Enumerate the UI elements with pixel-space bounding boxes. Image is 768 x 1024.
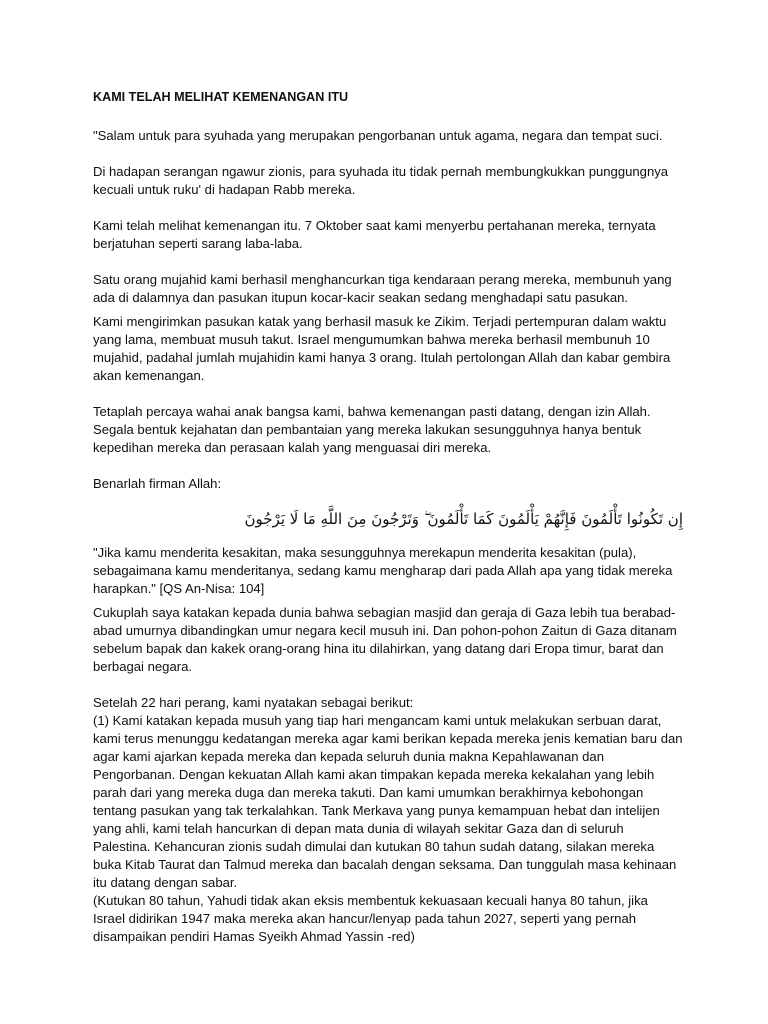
document-body xyxy=(93,88,683,946)
paragraph-point-one: (1) Kami katakan kepada musuh yang tiap hari mengancam kami untuk melakukan serbuan darat, kami terus menunggu kedatangan mereka agar kami berikan kepada mereka jenis kematian baru dan agar kami ajarkan kepada mereka dan kepada seluruh dunia makna Kepahlawanan dan Pengorbanan. Dengan kekuatan Allah kami akan timpakan kepada mereka kekalahan yang lebih parah dari yang mereka duga dan mereka takuti. Dan kami umumkan berakhirnya kebohongan tentang pasukan yang tak terkalahkan. Tank Merkava yang punya kemampuan hebat dan intelijen yang ahli, kami telah hancurkan di depan mata dunia di wilayah sekitar Gaza dan di seluruh Palestina. Kehancuran zionis sudah dimulai dan kutukan 80 tahun sudah datang, silakan mereka buka Kitab Taurat dan Talmud mereka dan bacalah dengan seksama. Dan tunggulah masa kehinaan itu datang dengan sabar. xyxy=(93,713,683,890)
document-title: KAMI TELAH MELIHAT KEMENANGAN ITU xyxy=(93,90,349,104)
paragraph-zikim: Kami mengirimkan pasukan katak yang berhasil masuk ke Zikim. Terjadi pertempuran dalam waktu yang lama, membuat musuh takut. Israel mengumumkan bahwa mereka berhasil membunuh 10 mujahid, padahal jumlah mujahidin kami hanya 3 orang. Itulah pertolongan Allah dan kabar gembira akan kemenangan. xyxy=(93,314,671,383)
paragraph-syuhada: Di hadapan serangan ngawur zionis, para syuhada itu tidak pernah membungkukkan punggungnya kecuali untuk ruku' di hadapan Rabb mereka. xyxy=(93,164,669,197)
paragraph-translation: "Jika kamu menderita kesakitan, maka sesungguhnya merekapun menderita kesakitan (pula), sebagaimana kamu menderitanya, sedang kamu mengharap dari pada Allah apa yang tidak mereka harapkan." [QS An-Nisa: 104] xyxy=(93,545,673,596)
arabic-verse: إِن تَكُونُوا تَأْلَمُونَ فَإِنَّهُمْ يَأْلَمُونَ كَمَا تَأْلَمُونَ ۖ وَتَرْجُونَ مِنَ اللَّهِ مَا لَا يَرْجُونَ xyxy=(244,510,683,528)
paragraph-gaza: Cukuplah saya katakan kepada dunia bahwa sebagian masjid dan geraja di Gaza lebih tua berabad-abad umurnya dibandingkan umur negara kecil musuh ini. Dan pohon-pohon Zaitun di Gaza ditanam sebelum bapak dan kakek orang-orang hina itu dilahirkan, yang datang dari Eropa timur, barat dan berbagai negara. xyxy=(93,605,677,674)
paragraph-setelah-perang: Setelah 22 hari perang, kami nyatakan sebagai berikut: xyxy=(93,695,414,710)
paragraph-mujahid: Satu orang mujahid kami berhasil menghancurkan tiga kendaraan perang mereka, membunuh yang ada di dalamnya dan pasukan itupun kocar-kacir seakan sedang menghadapi satu pasukan. xyxy=(93,272,672,305)
paragraph-firman: Benarlah firman Allah: xyxy=(93,476,222,491)
paragraph-kutukan-note: (Kutukan 80 tahun, Yahudi tidak akan eksis membentuk kekuasaan kecuali hanya 80 tahun, jika Israel didirikan 1947 maka mereka akan hancur/lenyap pada tahun 2027, seperti yang pernah disampaikan pendiri Hamas Syeikh Ahmad Yassin -red) xyxy=(93,893,648,944)
paragraph-kemenangan: Kami telah melihat kemenangan itu. 7 Oktober saat kami menyerbu pertahanan mereka, ternyata berjatuhan seperti sarang laba-laba. xyxy=(93,218,656,251)
paragraph-salam: "Salam untuk para syuhada yang merupakan pengorbanan untuk agama, negara dan tempat suci. xyxy=(93,128,663,143)
paragraph-percaya: Tetaplah percaya wahai anak bangsa kami, bahwa kemenangan pasti datang, dengan izin Allah. Segala bentuk kejahatan dan pembantaian yang mereka lakukan sesungguhnya hanya bentuk kepedihan mereka dan perasaan kalah yang menguasai diri mereka. xyxy=(93,404,651,455)
